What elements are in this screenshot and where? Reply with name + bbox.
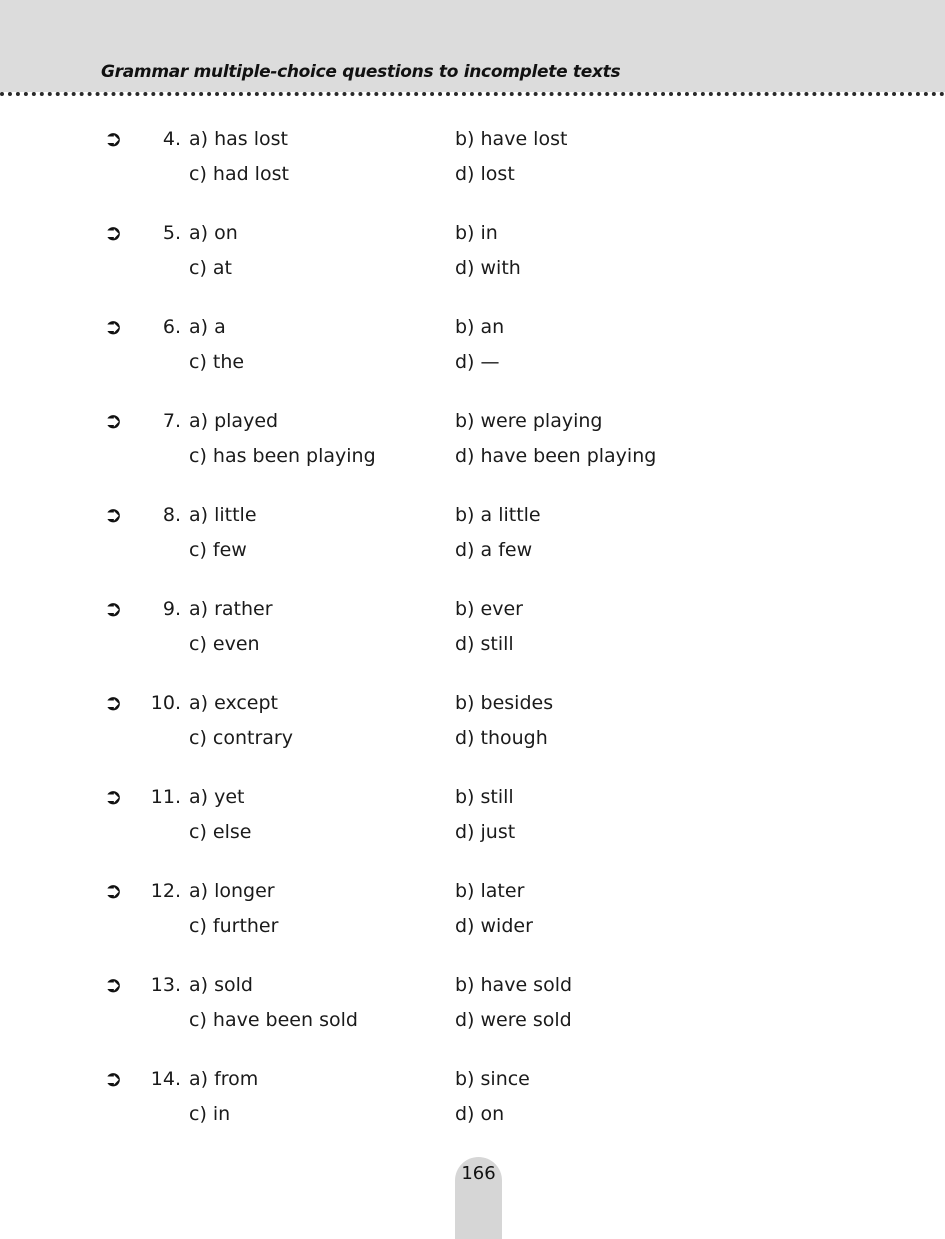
option-c: c) contrary	[189, 727, 293, 749]
dotted-divider	[0, 92, 945, 96]
option-c: c) have been sold	[189, 1009, 358, 1031]
question-number: 11.	[150, 786, 181, 808]
option-c: c) few	[189, 539, 247, 561]
page-number: 166	[461, 1163, 496, 1184]
option-d: d) wider	[455, 915, 533, 937]
question-number: 7.	[162, 410, 181, 432]
question-number: 5.	[162, 222, 181, 244]
option-c: c) else	[189, 821, 252, 843]
option-d: d) have been playing	[455, 445, 657, 467]
question-item	[0, 874, 945, 968]
option-b: b) a little	[455, 504, 541, 526]
option-d: d) were sold	[455, 1009, 572, 1031]
option-d: d) on	[455, 1103, 505, 1125]
option-d: d) just	[455, 821, 516, 843]
option-c: c) has been playing	[189, 445, 376, 467]
option-a: a) on	[189, 222, 238, 244]
question-number: 12.	[150, 880, 181, 902]
arrow-circle-right-icon: ➲	[104, 785, 123, 810]
arrow-circle-right-icon: ➲	[104, 315, 123, 340]
option-d: d) still	[455, 633, 514, 655]
question-number: 4.	[162, 128, 181, 150]
question-number: 8.	[162, 504, 181, 526]
question-list	[0, 122, 945, 1156]
option-a: a) little	[189, 504, 257, 526]
section-title: Grammar multiple-choice questions to incomplete texts	[101, 62, 621, 82]
question-number: 13.	[150, 974, 181, 996]
option-c: c) the	[189, 351, 245, 373]
arrow-circle-right-icon: ➲	[104, 221, 123, 246]
option-a: a) yet	[189, 786, 245, 808]
option-b: b) an	[455, 316, 505, 338]
arrow-circle-right-icon: ➲	[104, 597, 123, 622]
question-number: 6.	[162, 316, 181, 338]
question-number: 9.	[162, 598, 181, 620]
question-item	[0, 968, 945, 1062]
option-c: c) further	[189, 915, 279, 937]
arrow-circle-right-icon: ➲	[104, 503, 123, 528]
question-number: 14.	[150, 1068, 181, 1090]
question-item	[0, 216, 945, 310]
option-a: a) except	[189, 692, 279, 714]
option-a: a) a	[189, 316, 226, 338]
question-item	[0, 404, 945, 498]
option-b: b) ever	[455, 598, 523, 620]
question-item	[0, 122, 945, 216]
arrow-circle-right-icon: ➲	[104, 879, 123, 904]
option-d: d) lost	[455, 163, 515, 185]
option-a: a) played	[189, 410, 279, 432]
option-d: d) a few	[455, 539, 533, 561]
option-a: a) rather	[189, 598, 273, 620]
question-item	[0, 310, 945, 404]
arrow-circle-right-icon: ➲	[104, 127, 123, 152]
option-b: b) later	[455, 880, 525, 902]
option-d: d) though	[455, 727, 548, 749]
option-b: b) besides	[455, 692, 554, 714]
option-b: b) since	[455, 1068, 530, 1090]
arrow-circle-right-icon: ➲	[104, 691, 123, 716]
question-item	[0, 686, 945, 780]
option-a: a) from	[189, 1068, 259, 1090]
question-item	[0, 498, 945, 592]
arrow-circle-right-icon: ➲	[104, 973, 123, 998]
option-b: b) have lost	[455, 128, 568, 150]
option-a: a) has lost	[189, 128, 288, 150]
option-c: c) at	[189, 257, 232, 279]
option-c: c) in	[189, 1103, 231, 1125]
option-b: b) still	[455, 786, 514, 808]
option-c: c) had lost	[189, 163, 289, 185]
option-d: d) —	[455, 351, 500, 373]
option-b: b) in	[455, 222, 498, 244]
option-b: b) were playing	[455, 410, 603, 432]
option-b: b) have sold	[455, 974, 573, 996]
question-number: 10.	[150, 692, 181, 714]
question-item	[0, 780, 945, 874]
arrow-circle-right-icon: ➲	[104, 409, 123, 434]
question-item	[0, 592, 945, 686]
question-item	[0, 1062, 945, 1156]
option-a: a) longer	[189, 880, 275, 902]
option-c: c) even	[189, 633, 260, 655]
option-a: a) sold	[189, 974, 253, 996]
option-d: d) with	[455, 257, 521, 279]
arrow-circle-right-icon: ➲	[104, 1067, 123, 1092]
